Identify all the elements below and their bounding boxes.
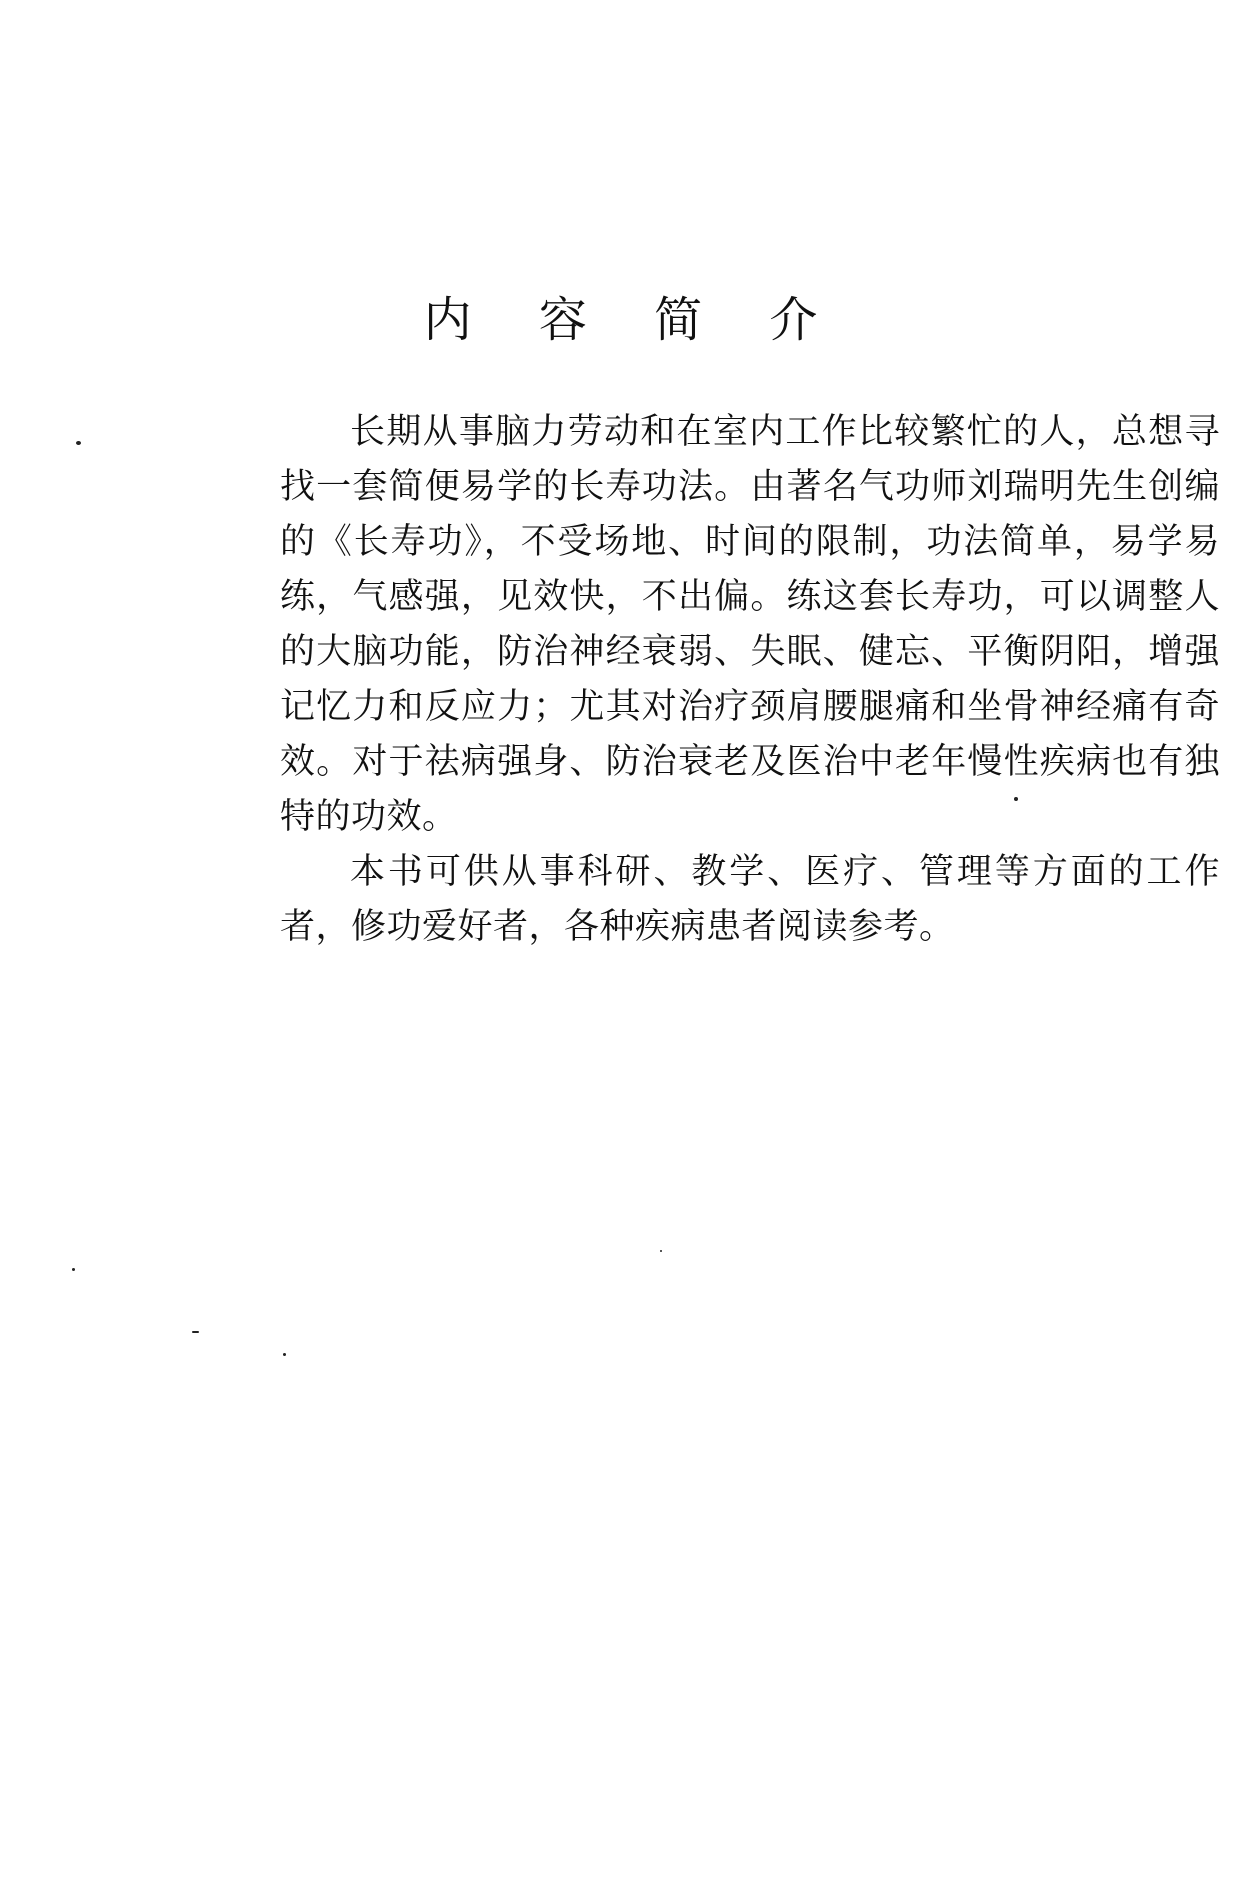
audience-paragraph: 本书可供从事科研、教学、医疗、管理等方面的工作者，修功爱好者，各种疾病患者阅读参考。 xyxy=(280,852,1220,947)
scan-speck xyxy=(1014,797,1018,801)
scan-speck xyxy=(192,1331,199,1333)
summary-body xyxy=(280,405,1220,955)
scan-speck xyxy=(76,441,81,445)
scan-speck xyxy=(72,1268,75,1271)
scan-speck xyxy=(283,1353,286,1356)
scan-speck xyxy=(660,1250,662,1252)
page-title: 内 容 简 介 xyxy=(423,292,844,348)
summary-paragraph: 长期从事脑力劳动和在室内工作比较繁忙的人，总想寻找一套简便易学的长寿功法。由著名气功师刘瑞明先生创编的《长寿功》，不受场地、时间的限制，功法简单，易学易练，气感强，见效快，不出偏。练这套长寿功，可以调整人的大脑功能，防治神经衰弱、失眠、健忘、平衡阴阳，增强记忆力和反应力；尤其对治疗颈肩腰腿痛和坐骨神经痛有奇效。对于祛病强身、防治衰老及医治中老年慢性疾病也有独特的功效。 xyxy=(280,412,1220,837)
